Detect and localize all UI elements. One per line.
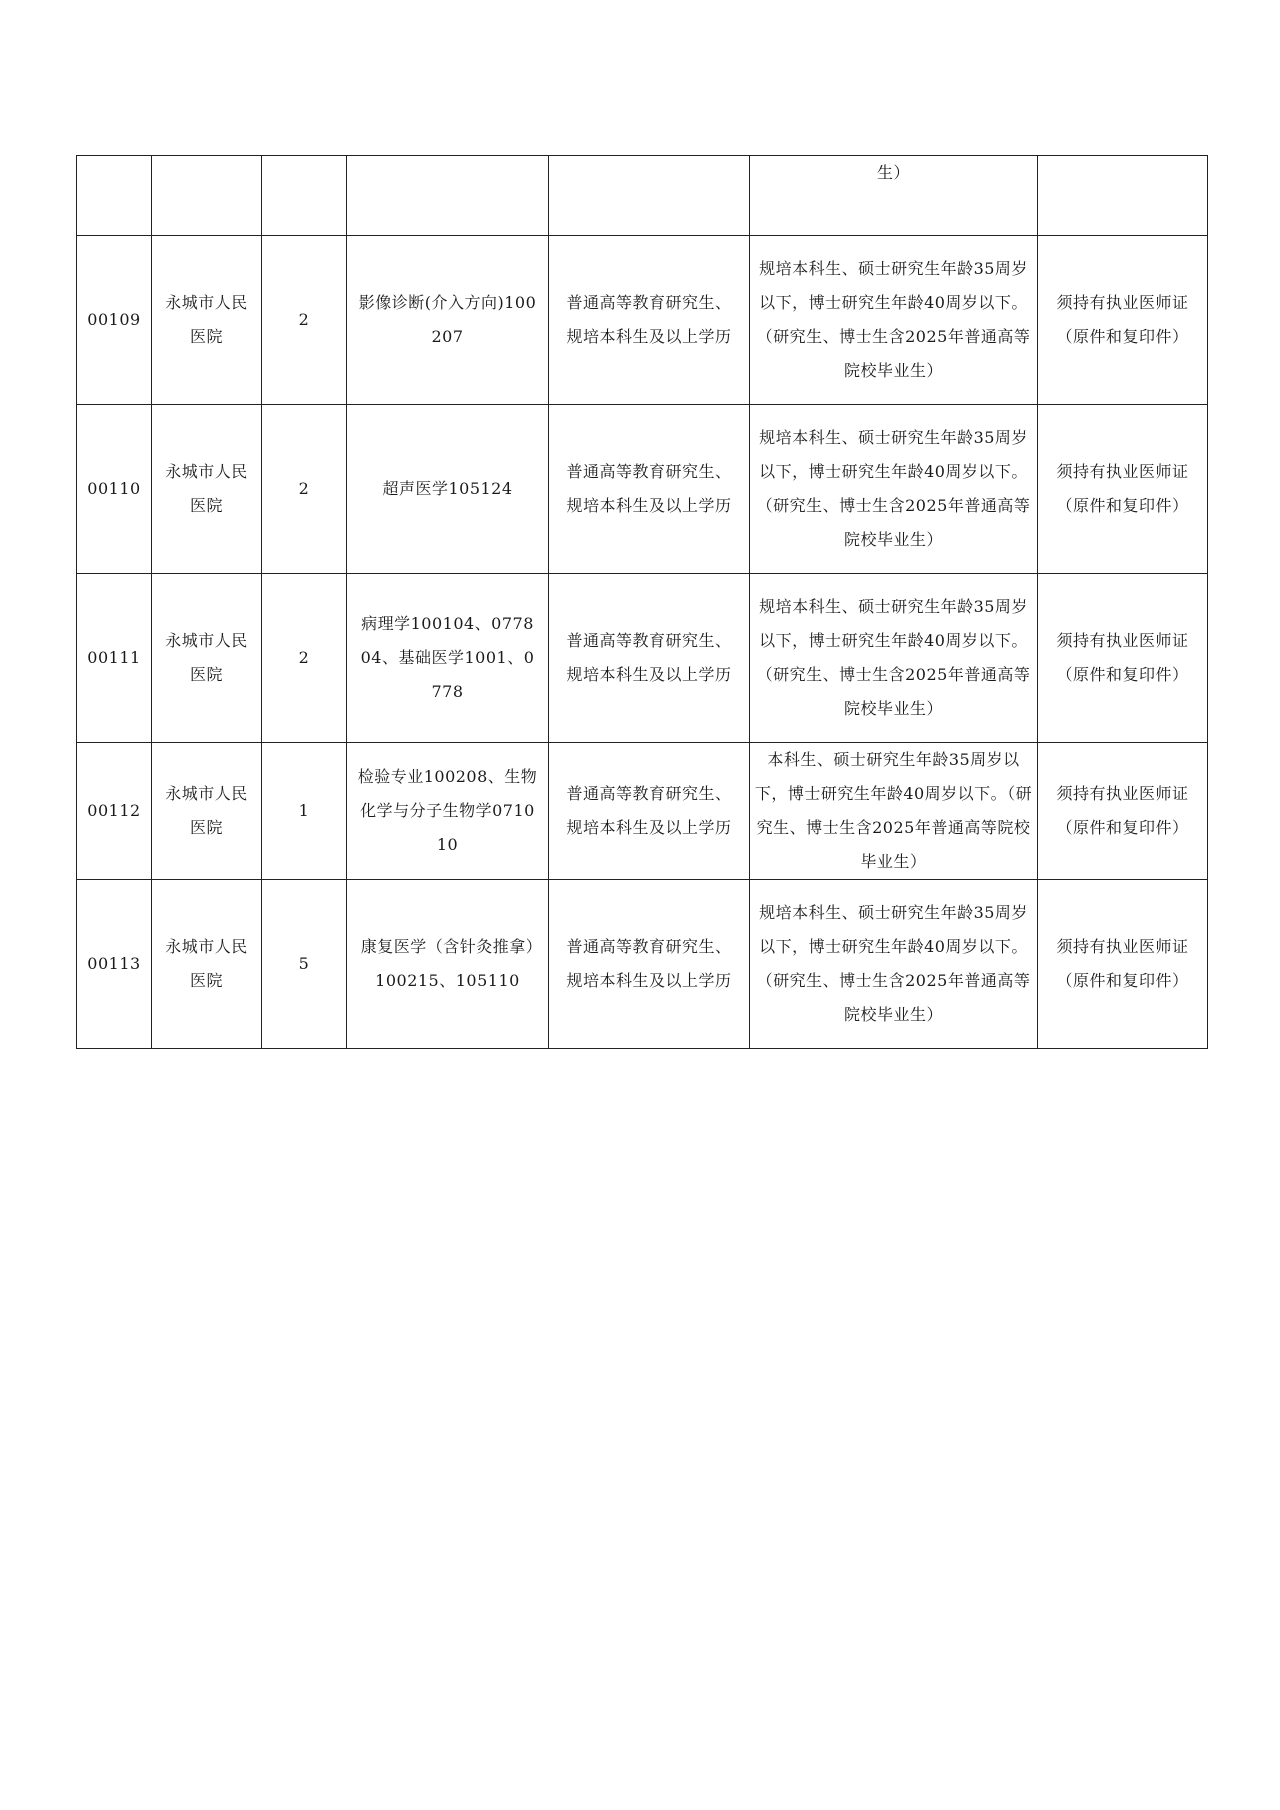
conditions-cell: 规培本科生、硕士研究生年龄35周岁以下，博士研究生年龄40周岁以下。（研究生、博士生含2025年普通高等院校毕业生） xyxy=(750,574,1038,743)
conditions-cell: 本科生、硕士研究生年龄35周岁以下，博士研究生年龄40周岁以下。（研究生、博士生含2025年普通高等院校毕业生） xyxy=(750,743,1038,880)
code-cell xyxy=(77,156,152,236)
table-row xyxy=(77,743,1208,880)
unit-cell: 永城市人民医院 xyxy=(152,236,262,405)
remarks-cell xyxy=(1038,156,1208,236)
remarks-cell: 须持有执业医师证（原件和复印件） xyxy=(1038,880,1208,1049)
major-cell: 影像诊断(介入方向)100207 xyxy=(347,236,549,405)
count-cell: 1 xyxy=(262,743,347,880)
conditions-cell: 规培本科生、硕士研究生年龄35周岁以下，博士研究生年龄40周岁以下。（研究生、博士生含2025年普通高等院校毕业生） xyxy=(750,236,1038,405)
education-cell xyxy=(549,156,750,236)
education-cell: 普通高等教育研究生、规培本科生及以上学历 xyxy=(549,574,750,743)
education-cell: 普通高等教育研究生、规培本科生及以上学历 xyxy=(549,236,750,405)
code-cell: 00111 xyxy=(77,574,152,743)
conditions-cell xyxy=(750,156,1038,236)
conditions-cell: 规培本科生、硕士研究生年龄35周岁以下，博士研究生年龄40周岁以下。（研究生、博士生含2025年普通高等院校毕业生） xyxy=(750,880,1038,1049)
table-row xyxy=(77,880,1208,1049)
major-cell: 康复医学（含针灸推拿）100215、105110 xyxy=(347,880,549,1049)
table-row xyxy=(77,236,1208,405)
unit-cell: 永城市人民医院 xyxy=(152,743,262,880)
conditions-cell: 规培本科生、硕士研究生年龄35周岁以下，博士研究生年龄40周岁以下。（研究生、博士生含2025年普通高等院校毕业生） xyxy=(750,405,1038,574)
code-cell: 00110 xyxy=(77,405,152,574)
table-row xyxy=(77,574,1208,743)
remarks-cell: 须持有执业医师证（原件和复印件） xyxy=(1038,574,1208,743)
code-cell: 00109 xyxy=(77,236,152,405)
recruitment-table xyxy=(76,155,1208,1049)
count-cell xyxy=(262,156,347,236)
unit-cell: 永城市人民医院 xyxy=(152,574,262,743)
count-cell: 2 xyxy=(262,574,347,743)
code-cell: 00112 xyxy=(77,743,152,880)
major-cell: 检验专业100208、生物化学与分子生物学071010 xyxy=(347,743,549,880)
major-cell: 超声医学105124 xyxy=(347,405,549,574)
count-cell: 2 xyxy=(262,236,347,405)
remarks-cell: 须持有执业医师证（原件和复印件） xyxy=(1038,236,1208,405)
unit-cell xyxy=(152,156,262,236)
remarks-cell: 须持有执业医师证（原件和复印件） xyxy=(1038,405,1208,574)
major-cell xyxy=(347,156,549,236)
code-cell: 00113 xyxy=(77,880,152,1049)
education-cell: 普通高等教育研究生、规培本科生及以上学历 xyxy=(549,880,750,1049)
remarks-cell: 须持有执业医师证（原件和复印件） xyxy=(1038,743,1208,880)
table-row xyxy=(77,405,1208,574)
major-cell: 病理学100104、077804、基础医学1001、0778 xyxy=(347,574,549,743)
count-cell: 5 xyxy=(262,880,347,1049)
unit-cell: 永城市人民医院 xyxy=(152,880,262,1049)
count-cell: 2 xyxy=(262,405,347,574)
education-cell: 普通高等教育研究生、规培本科生及以上学历 xyxy=(549,743,750,880)
education-cell: 普通高等教育研究生、规培本科生及以上学历 xyxy=(549,405,750,574)
continuation-row xyxy=(77,156,1208,236)
conditions-text: 生） xyxy=(876,163,910,182)
unit-cell: 永城市人民医院 xyxy=(152,405,262,574)
